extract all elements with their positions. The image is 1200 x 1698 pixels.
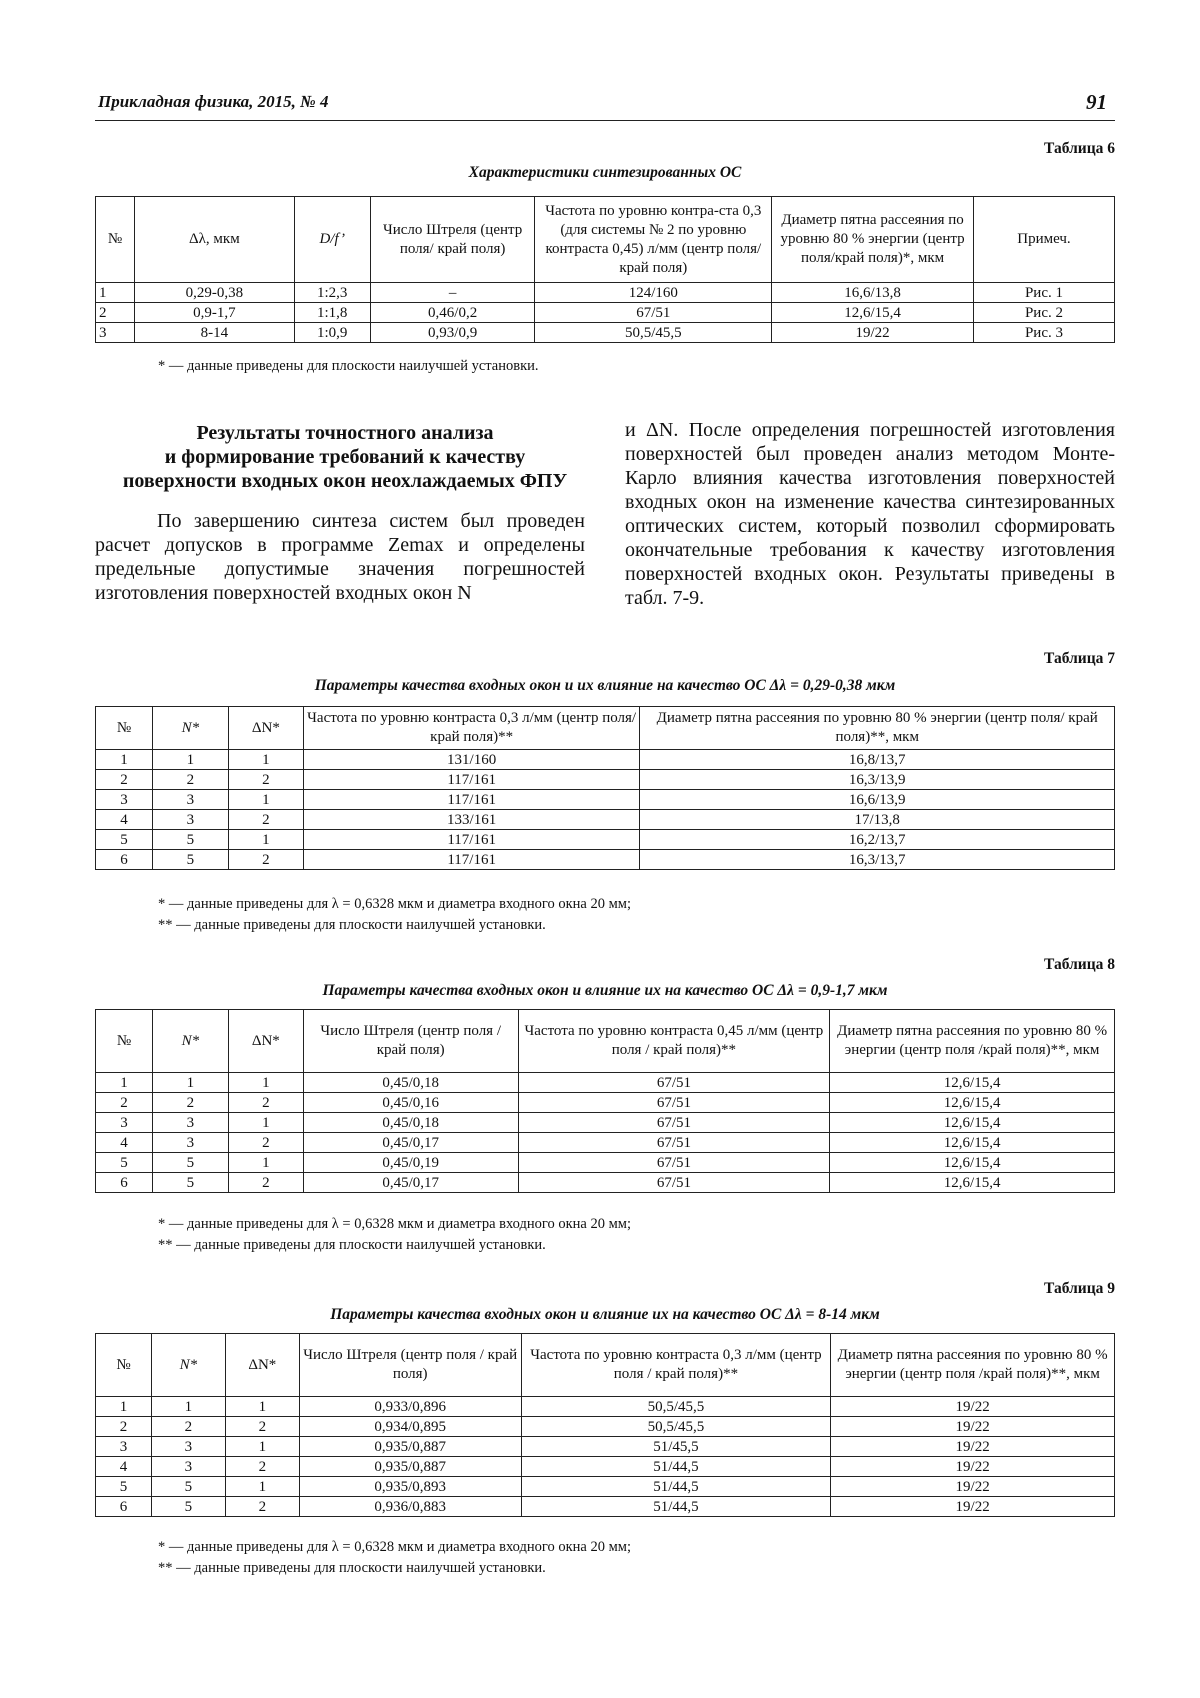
section-heading xyxy=(95,421,595,493)
cell: 51/45,5 xyxy=(521,1437,831,1457)
footnote: ** — данные приведены для плоскости наилучшей установки. xyxy=(158,917,546,933)
cell: 50,5/45,5 xyxy=(521,1417,831,1437)
table7-col-header: N* xyxy=(152,707,228,750)
cell: 4 xyxy=(96,1133,153,1153)
cell: 1 xyxy=(152,750,228,770)
cell: 3 xyxy=(152,1133,228,1153)
cell: 3 xyxy=(96,1113,153,1133)
table9-col-header: № xyxy=(96,1334,152,1397)
cell: 1 xyxy=(225,1477,299,1497)
cell: 1 xyxy=(228,830,303,850)
cell: 1 xyxy=(96,1397,152,1417)
cell: 67/51 xyxy=(535,303,772,323)
table6-footnote: * — данные приведены для плоскости наилучшей установки. xyxy=(158,358,539,374)
cell: 2 xyxy=(152,770,228,790)
cell: 16,3/13,7 xyxy=(640,850,1115,870)
journal-title: Прикладная физика, 2015, № 4 xyxy=(98,92,329,111)
cell: 5 xyxy=(152,830,228,850)
cell: 16,6/13,8 xyxy=(772,283,974,303)
cell: 1 xyxy=(152,1073,228,1093)
cell: 117/161 xyxy=(303,770,640,790)
table6-col-header: Число Штреля (центр поля/ край поля) xyxy=(370,197,535,283)
table8-col-header: Диаметр пятна рассеяния по уровню 80 % энергии (центр поля /край поля)**, мкм xyxy=(830,1010,1115,1073)
table-row xyxy=(96,1093,1115,1113)
table9-col-header: ΔN* xyxy=(225,1334,299,1397)
cell: 19/22 xyxy=(831,1437,1115,1457)
cell: 0,45/0,17 xyxy=(303,1133,518,1153)
cell: 1 xyxy=(96,750,153,770)
table9-col-header: Частота по уровню контраста 0,3 л/мм (центр поля / край поля)** xyxy=(521,1334,831,1397)
table9-col-header: Диаметр пятна рассеяния по уровню 80 % энергии (центр поля /край поля)**, мкм xyxy=(831,1334,1115,1397)
cell: 1 xyxy=(96,1073,153,1093)
cell: 3 xyxy=(151,1457,225,1477)
table8-header-row xyxy=(96,1010,1115,1073)
cell: 1 xyxy=(228,1153,303,1173)
cell: 2 xyxy=(225,1457,299,1477)
table-row xyxy=(96,303,1115,323)
cell: 1 xyxy=(228,750,303,770)
table-row xyxy=(96,1397,1115,1417)
cell: 131/160 xyxy=(303,750,640,770)
cell: 19/22 xyxy=(772,323,974,343)
cell: 67/51 xyxy=(518,1133,830,1153)
table7-caption: Параметры качества входных окон и их влияние на качество ОС Δλ = 0,29-0,38 мкм xyxy=(314,677,896,694)
cell: 5 xyxy=(151,1477,225,1497)
table7-col-header: Частота по уровню контраста 0,3 л/мм (центр поля/ край поля)** xyxy=(303,707,640,750)
cell: 12,6/15,4 xyxy=(830,1153,1115,1173)
cell: 19/22 xyxy=(831,1457,1115,1477)
cell: 12,6/15,4 xyxy=(830,1093,1115,1113)
cell: 0,45/0,18 xyxy=(303,1073,518,1093)
cell: 67/51 xyxy=(518,1113,830,1133)
cell: Рис. 2 xyxy=(973,303,1114,323)
cell: 3 xyxy=(152,790,228,810)
table8-col-header: Число Штреля (центр поля / край поля) xyxy=(303,1010,518,1073)
cell: 1 xyxy=(225,1397,299,1417)
cell: 12,6/15,4 xyxy=(830,1173,1115,1193)
cell: 0,46/0,2 xyxy=(370,303,535,323)
table-row xyxy=(96,283,1115,303)
page-number: 91 xyxy=(1086,90,1107,114)
cell: 16,2/13,7 xyxy=(640,830,1115,850)
cell: 124/160 xyxy=(535,283,772,303)
cell: 5 xyxy=(152,850,228,870)
cell: 3 xyxy=(96,790,153,810)
cell: 5 xyxy=(151,1497,225,1517)
table9-footnotes xyxy=(158,1537,631,1579)
table8-label: Таблица 8 xyxy=(1044,956,1115,973)
paragraph: По завершению синтеза систем был проведен расчет допусков в программе Zemax и определены предельные допустимые значения погрешностей изготовления поверхностей входных окон N xyxy=(95,510,585,604)
cell: 0,45/0,19 xyxy=(303,1153,518,1173)
table-row xyxy=(96,323,1115,343)
footnote: * — данные приведены для λ = 0,6328 мкм и диаметра входного окна 20 мм; xyxy=(158,1216,631,1232)
cell: 67/51 xyxy=(518,1073,830,1093)
cell: 4 xyxy=(96,1457,152,1477)
cell: 51/44,5 xyxy=(521,1457,831,1477)
cell: 16,8/13,7 xyxy=(640,750,1115,770)
cell: 0,936/0,883 xyxy=(299,1497,521,1517)
table-row xyxy=(96,1437,1115,1457)
table8-col-header: ΔN* xyxy=(228,1010,303,1073)
cell: 0,9-1,7 xyxy=(135,303,295,323)
cell: Рис. 3 xyxy=(973,323,1114,343)
table-row xyxy=(96,1417,1115,1437)
cell: 3 xyxy=(152,1113,228,1133)
cell: 5 xyxy=(152,1153,228,1173)
table9-col-header: N* xyxy=(151,1334,225,1397)
table7-label: Таблица 7 xyxy=(1044,650,1115,667)
cell: 67/51 xyxy=(518,1153,830,1173)
table6-col-header: Примеч. xyxy=(973,197,1114,283)
table-row xyxy=(96,1477,1115,1497)
table7-col-header: Диаметр пятна рассеяния по уровню 80 % энергии (центр поля/ край поля)**, мкм xyxy=(640,707,1115,750)
cell: 1 xyxy=(228,790,303,810)
table8 xyxy=(95,1009,1115,1193)
table9-caption: Параметры качества входных окон и влияние их на качество ОС Δλ = 8-14 мкм xyxy=(330,1306,880,1323)
table-row xyxy=(96,850,1115,870)
cell: 2 xyxy=(225,1497,299,1517)
cell: 67/51 xyxy=(518,1093,830,1113)
cell: 19/22 xyxy=(831,1477,1115,1497)
cell: Рис. 1 xyxy=(973,283,1114,303)
table9 xyxy=(95,1333,1115,1517)
cell: 6 xyxy=(96,1173,153,1193)
cell: 12,6/15,4 xyxy=(830,1133,1115,1153)
table8-col-header: N* xyxy=(152,1010,228,1073)
cell: 117/161 xyxy=(303,830,640,850)
cell: 1:1,8 xyxy=(294,303,370,323)
table6-col-header: № xyxy=(96,197,135,283)
section-heading-line: Результаты точностного анализа xyxy=(196,422,494,444)
table-row xyxy=(96,770,1115,790)
footnote: * — данные приведены для λ = 0,6328 мкм и диаметра входного окна 20 мм; xyxy=(158,1539,631,1555)
cell: 117/161 xyxy=(303,790,640,810)
cell: 2 xyxy=(228,850,303,870)
cell: 2 xyxy=(228,1093,303,1113)
cell: 5 xyxy=(96,830,153,850)
cell: 3 xyxy=(151,1437,225,1457)
table6 xyxy=(95,196,1115,343)
table8-col-header: Частота по уровню контраста 0,45 л/мм (центр поля / край поля)** xyxy=(518,1010,830,1073)
footnote: ** — данные приведены для плоскости наилучшей установки. xyxy=(158,1560,546,1576)
cell: 2 xyxy=(228,1173,303,1193)
cell: 6 xyxy=(96,850,153,870)
cell: 16,3/13,9 xyxy=(640,770,1115,790)
cell: 1 xyxy=(228,1113,303,1133)
cell: 12,6/15,4 xyxy=(830,1073,1115,1093)
cell: 12,6/15,4 xyxy=(772,303,974,323)
table9-header-row xyxy=(96,1334,1115,1397)
cell: 0,45/0,17 xyxy=(303,1173,518,1193)
cell: 1 xyxy=(228,1073,303,1093)
cell: 2 xyxy=(152,1093,228,1113)
table-row xyxy=(96,1173,1115,1193)
footnote: * — данные приведены для λ = 0,6328 мкм и диаметра входного окна 20 мм; xyxy=(158,896,631,912)
cell: 2 xyxy=(228,1133,303,1153)
table6-col-header: Частота по уровню контра-ста 0,3 (для системы № 2 по уровню контраста 0,45) л/мм (центр поля/край поля) xyxy=(535,197,772,283)
cell: 133/161 xyxy=(303,810,640,830)
cell: 1 xyxy=(151,1397,225,1417)
table-row xyxy=(96,1153,1115,1173)
table7-footnotes xyxy=(158,894,631,936)
cell: 0,933/0,896 xyxy=(299,1397,521,1417)
cell: 0,935/0,887 xyxy=(299,1457,521,1477)
paragraph: и ΔN. После определения погрешностей изготовления поверхностей был проведен анализ методом Монте-Карло влияния качества изготовления поверхностей входных окон на изменение качества синтезированных оптических систем, который позволил сформировать окончательные требования к качеству изготовления поверхностей входных окон. Результаты приведены в табл. 7-9. xyxy=(625,419,1115,609)
table-row xyxy=(96,1073,1115,1093)
table7-header-row xyxy=(96,707,1115,750)
table6-col-header: Δλ, мкм xyxy=(135,197,295,283)
cell: 19/22 xyxy=(831,1497,1115,1517)
table8-caption: Параметры качества входных окон и влияние их на качество ОС Δλ = 0,9-1,7 мкм xyxy=(322,982,888,999)
cell: 0,45/0,18 xyxy=(303,1113,518,1133)
cell: 0,935/0,893 xyxy=(299,1477,521,1497)
section-heading-line: и формирование требований к качеству xyxy=(164,446,526,468)
table7-col-header: № xyxy=(96,707,153,750)
table-row xyxy=(96,1133,1115,1153)
table6-header-row xyxy=(96,197,1115,283)
table-row xyxy=(96,830,1115,850)
table9-col-header: Число Штреля (центр поля / край поля) xyxy=(299,1334,521,1397)
cell: 0,45/0,16 xyxy=(303,1093,518,1113)
cell: 16,6/13,9 xyxy=(640,790,1115,810)
cell: 6 xyxy=(96,1497,152,1517)
cell: 1 xyxy=(96,283,135,303)
cell: 51/44,5 xyxy=(521,1477,831,1497)
cell: 1:2,3 xyxy=(294,283,370,303)
table6-caption: Характеристики синтезированных ОС xyxy=(468,164,742,181)
cell: 117/161 xyxy=(303,850,640,870)
cell: 1 xyxy=(225,1437,299,1457)
cell: 1:0,9 xyxy=(294,323,370,343)
cell: 50,5/45,5 xyxy=(521,1397,831,1417)
cell: 2 xyxy=(96,303,135,323)
cell: 51/44,5 xyxy=(521,1497,831,1517)
cell: – xyxy=(370,283,535,303)
cell: 67/51 xyxy=(518,1173,830,1193)
cell: 19/22 xyxy=(831,1417,1115,1437)
cell: 0,29-0,38 xyxy=(135,283,295,303)
cell: 2 xyxy=(96,770,153,790)
footnote: ** — данные приведены для плоскости наилучшей установки. xyxy=(158,1237,546,1253)
cell: 0,93/0,9 xyxy=(370,323,535,343)
cell: 50,5/45,5 xyxy=(535,323,772,343)
cell: 2 xyxy=(225,1417,299,1437)
section-heading-line: поверхности входных окон неохлаждаемых ФПУ xyxy=(122,470,568,492)
table8-footnotes xyxy=(158,1214,631,1256)
table6-label: Таблица 6 xyxy=(1044,140,1115,157)
cell: 2 xyxy=(96,1093,153,1113)
table7-col-header: ΔN* xyxy=(228,707,303,750)
table-row xyxy=(96,1497,1115,1517)
cell: 8-14 xyxy=(135,323,295,343)
cell: 2 xyxy=(151,1417,225,1437)
table-row xyxy=(96,1457,1115,1477)
body-text-left xyxy=(95,509,585,605)
table-row xyxy=(96,750,1115,770)
cell: 19/22 xyxy=(831,1397,1115,1417)
cell: 5 xyxy=(152,1173,228,1193)
cell: 3 xyxy=(152,810,228,830)
cell: 3 xyxy=(96,323,135,343)
table8-col-header: № xyxy=(96,1010,153,1073)
table6-col-header: Диаметр пятна рассеяния по уровню 80 % энергии (центр поля/край поля)*, мкм xyxy=(772,197,974,283)
cell: 2 xyxy=(228,770,303,790)
cell: 0,935/0,887 xyxy=(299,1437,521,1457)
cell: 2 xyxy=(228,810,303,830)
table-row xyxy=(96,790,1115,810)
cell: 5 xyxy=(96,1153,153,1173)
table6-col-header: D/f’ xyxy=(294,197,370,283)
cell: 0,934/0,895 xyxy=(299,1417,521,1437)
cell: 2 xyxy=(96,1417,152,1437)
running-head xyxy=(95,92,1115,121)
cell: 4 xyxy=(96,810,153,830)
cell: 5 xyxy=(96,1477,152,1497)
cell: 12,6/15,4 xyxy=(830,1113,1115,1133)
table-row xyxy=(96,1113,1115,1133)
cell: 3 xyxy=(96,1437,152,1457)
cell: 17/13,8 xyxy=(640,810,1115,830)
table7 xyxy=(95,706,1115,870)
table-row xyxy=(96,810,1115,830)
table9-label: Таблица 9 xyxy=(1044,1280,1115,1297)
body-text-right xyxy=(625,418,1115,610)
